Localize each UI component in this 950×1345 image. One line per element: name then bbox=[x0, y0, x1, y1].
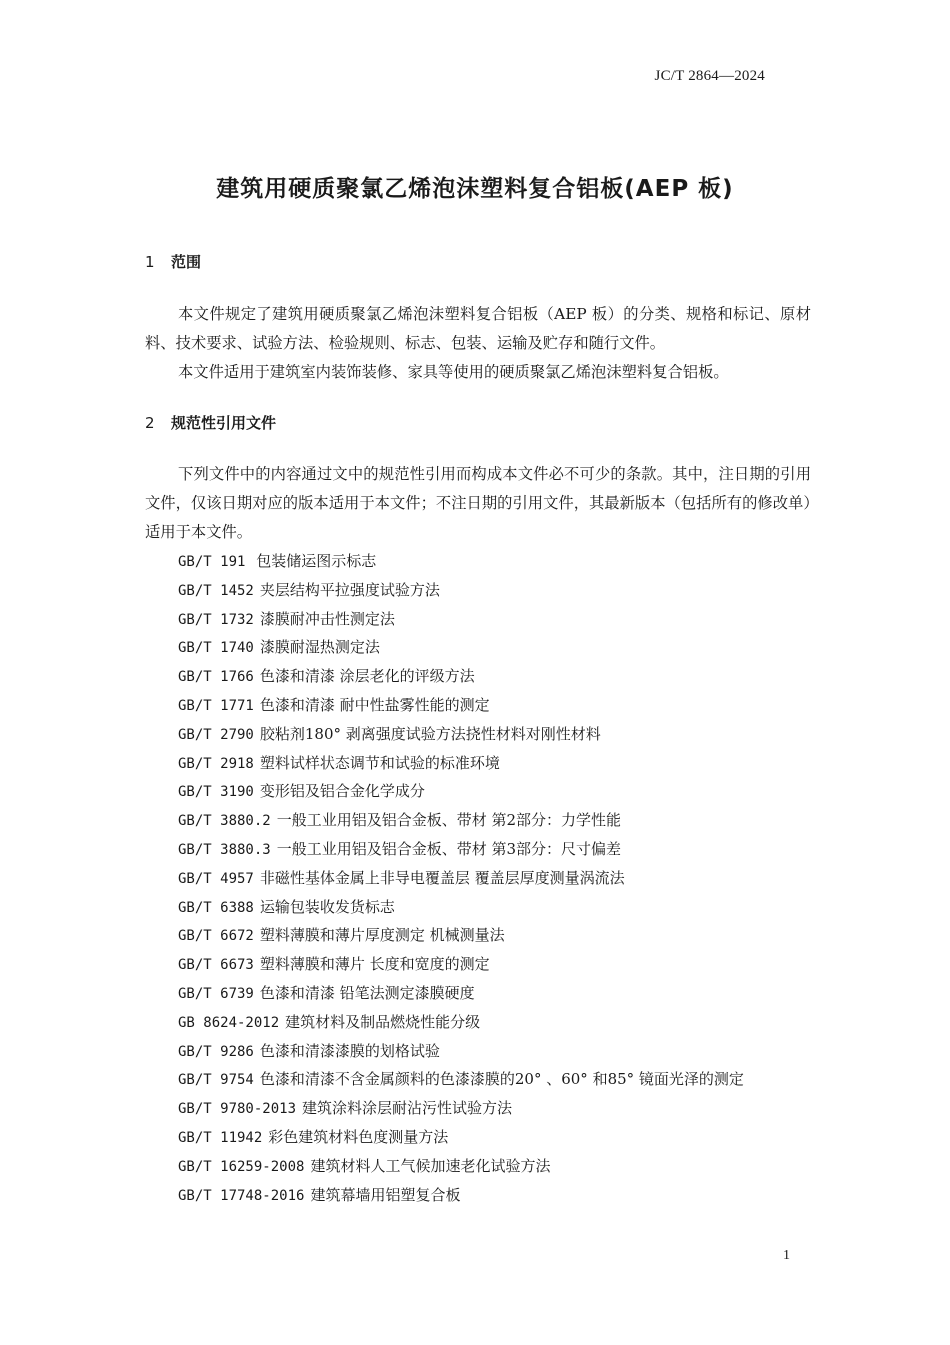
reference-item bbox=[178, 950, 744, 979]
reference-title: 塑料试样状态调节和试验的标准环境 bbox=[259, 753, 500, 772]
reference-title: 建筑涂料涂层耐沾污性试验方法 bbox=[302, 1099, 513, 1118]
reference-code: GB/T 6388 bbox=[178, 899, 254, 916]
reference-code: GB/T 6672 bbox=[178, 928, 254, 945]
reference-item bbox=[178, 835, 744, 864]
reference-code: GB/T 9754 bbox=[178, 1072, 254, 1089]
reference-title: 建筑材料及制品燃烧性能分级 bbox=[285, 1012, 481, 1031]
reference-code: GB/T 6739 bbox=[178, 985, 254, 1002]
reference-code: GB/T 2918 bbox=[178, 755, 254, 772]
reference-code: GB/T 16259-2008 bbox=[178, 1158, 305, 1175]
reference-item bbox=[178, 806, 744, 835]
reference-code: GB/T 2790 bbox=[178, 726, 254, 743]
reference-title: 运输包装收发货标志 bbox=[259, 897, 395, 916]
reference-title: 胶粘剂180° 剥离强度试验方法挠性材料对刚性材料 bbox=[259, 724, 601, 743]
reference-item bbox=[178, 921, 744, 950]
reference-code: GB/T 1771 bbox=[178, 697, 254, 714]
reference-code: GB/T 17748-2016 bbox=[178, 1187, 305, 1204]
reference-item bbox=[178, 691, 744, 720]
reference-item bbox=[178, 1094, 744, 1123]
section-heading-scope bbox=[145, 251, 201, 272]
section-number: 2 bbox=[145, 414, 155, 432]
reference-title: 漆膜耐湿热测定法 bbox=[259, 638, 380, 657]
reference-code: GB/T 191 bbox=[178, 554, 246, 570]
reference-title: 一般工业用铝及铝合金板、带材 第3部分：尺寸偏差 bbox=[276, 839, 622, 858]
reference-item bbox=[178, 979, 744, 1008]
reference-item bbox=[178, 605, 744, 634]
reference-item bbox=[178, 633, 744, 662]
reference-item bbox=[178, 662, 744, 691]
reference-title: 彩色建筑材料色度测量方法 bbox=[268, 1127, 449, 1146]
reference-code: GB/T 1740 bbox=[178, 640, 254, 657]
reference-code: GB 8624-2012 bbox=[178, 1014, 280, 1031]
reference-title: 色漆和清漆 涂层老化的评级方法 bbox=[259, 667, 475, 686]
document-title: 建筑用硬质聚氯乙烯泡沫塑料复合铝板(AEP 板) bbox=[216, 176, 734, 202]
reference-item bbox=[178, 1008, 744, 1037]
reference-title: 色漆和清漆不含金属颜料的色漆漆膜的20° 、60° 和85° 镜面光泽的测定 bbox=[259, 1070, 744, 1089]
reference-title: 色漆和清漆 耐中性盐雾性能的测定 bbox=[259, 695, 490, 714]
scope-paragraph-2: 本文件适用于建筑室内装饰装修、家具等使用的硬质聚氯乙烯泡沫塑料复合铝板。 bbox=[178, 363, 729, 381]
reference-title: 色漆和清漆漆膜的划格试验 bbox=[259, 1041, 440, 1060]
reference-item bbox=[178, 749, 744, 778]
section-title: 范围 bbox=[171, 253, 202, 271]
reference-item bbox=[178, 893, 744, 922]
reference-code: GB/T 1452 bbox=[178, 582, 254, 599]
reference-item bbox=[178, 777, 744, 806]
reference-code: GB/T 4957 bbox=[178, 870, 254, 887]
reference-item bbox=[178, 547, 744, 576]
reference-code: GB/T 3190 bbox=[178, 784, 254, 801]
reference-title: 非磁性基体金属上非导电覆盖层 覆盖层厚度测量涡流法 bbox=[259, 868, 625, 887]
section-title: 规范性引用文件 bbox=[171, 414, 277, 432]
reference-title: 塑料薄膜和薄片厚度测定 机械测量法 bbox=[259, 926, 505, 945]
reference-title: 建筑幕墙用铝塑复合板 bbox=[310, 1185, 461, 1204]
reference-title: 漆膜耐冲击性测定法 bbox=[259, 609, 395, 628]
reference-code: GB/T 3880.3 bbox=[178, 841, 271, 858]
reference-title: 夹层结构平拉强度试验方法 bbox=[259, 580, 440, 599]
reference-code: GB/T 9286 bbox=[178, 1043, 254, 1060]
reference-code: GB/T 9780-2013 bbox=[178, 1101, 297, 1118]
reference-title: 变形铝及铝合金化学成分 bbox=[259, 782, 425, 801]
reference-item bbox=[178, 720, 744, 749]
section-number: 1 bbox=[145, 253, 155, 271]
reference-code: GB/T 1732 bbox=[178, 611, 254, 628]
standard-code: JC/T 2864—2024 bbox=[654, 68, 765, 84]
reference-item bbox=[178, 1181, 744, 1210]
references-intro-paragraph: 下列文件中的内容通过文中的规范性引用而构成本文件必不可少的条款。其中，注日期的引用文件，仅该日期对应的版本适用于本文件；不注日期的引用文件，其最新版本（包括所有的修改单）适用于本文件。 bbox=[145, 465, 811, 541]
reference-item bbox=[178, 1152, 744, 1181]
reference-code: GB/T 6673 bbox=[178, 957, 254, 974]
reference-code: GB/T 11942 bbox=[178, 1129, 263, 1146]
section-heading-normative-references bbox=[145, 412, 276, 433]
reference-item bbox=[178, 1037, 744, 1066]
reference-title: 色漆和清漆 铅笔法测定漆膜硬度 bbox=[259, 983, 475, 1002]
reference-list bbox=[178, 547, 744, 1209]
reference-title: 塑料薄膜和薄片 长度和宽度的测定 bbox=[259, 955, 490, 974]
reference-item bbox=[178, 576, 744, 605]
reference-title: 建筑材料人工气候加速老化试验方法 bbox=[310, 1156, 551, 1175]
reference-item bbox=[178, 864, 744, 893]
reference-item bbox=[178, 1123, 744, 1152]
reference-item bbox=[178, 1065, 744, 1094]
reference-code: GB/T 3880.2 bbox=[178, 813, 271, 830]
reference-title: 一般工业用铝及铝合金板、带材 第2部分：力学性能 bbox=[276, 811, 622, 830]
reference-code: GB/T 1766 bbox=[178, 669, 254, 686]
scope-paragraph-1: 本文件规定了建筑用硬质聚氯乙烯泡沫塑料复合铝板（AEP 板）的分类、规格和标记、原材料、技术要求、试验方法、检验规则、标志、包装、运输及贮存和随行文件。 bbox=[145, 305, 811, 352]
page-number: 1 bbox=[783, 1248, 790, 1263]
reference-title: 包装储运图示标志 bbox=[251, 552, 377, 570]
